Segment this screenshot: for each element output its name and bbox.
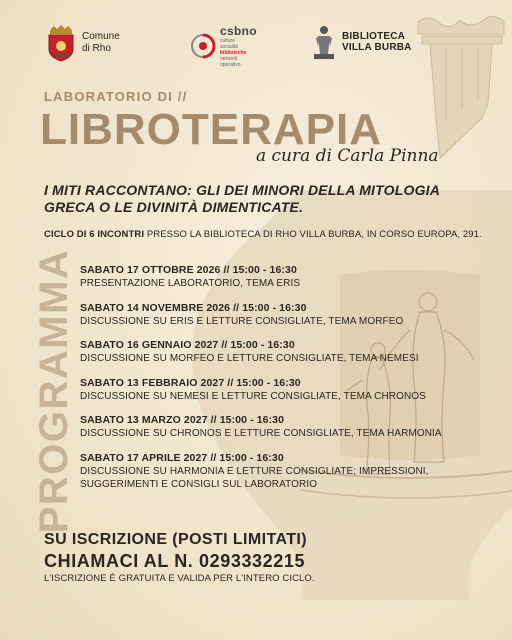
- comune-di-rho-logo: [46, 24, 120, 62]
- comune-label: [82, 31, 120, 55]
- event-desc: PRESENTAZIONE LABORATORIO, TEMA ERIS: [80, 278, 301, 289]
- ionic-column-icon: [418, 16, 504, 158]
- cycle-count: CICLO DI 6 INCONTRI: [44, 229, 145, 240]
- event-item: [80, 452, 500, 491]
- event-date: SABATO 13 MARZO 2027 // 15:00 - 16:30: [80, 414, 285, 426]
- csbno-sub3: biblioteche: [220, 50, 247, 56]
- csbno-text: [220, 24, 257, 68]
- csbno-name: csbno: [220, 24, 257, 38]
- title-prefix: LABORATORIO DI //: [44, 89, 188, 104]
- event-desc: DISCUSSIONE SU NEMESI E LETTURE CONSIGLIATE, TEMA CHRONOS: [80, 390, 426, 402]
- biblioteca-line2: VILLA BURBA: [342, 42, 412, 53]
- subtitle: I MITI RACCONTANO: GLI DEI MINORI DELLA MITOLOGIA GRECA O LE DIVINITÀ DIMENTICATE.: [44, 182, 440, 215]
- phone-number[interactable]: CHIAMACI AL N. 0293332215: [44, 551, 306, 571]
- event-desc: DISCUSSIONE SU CHRONOS E LETTURE CONSIGLIATE, TEMA HARMONIA: [80, 428, 442, 439]
- cycle-location: PRESSO LA BIBLIOTECA DI RHO VILLA BURBA, IN CORSO EUROPA, 291.: [144, 229, 482, 240]
- comune-line2: di Rho: [82, 43, 111, 54]
- event-desc: DISCUSSIONE SU ERIS E LETTURE CONSIGLIATE, TEMA MORFEO: [80, 315, 404, 327]
- rho-crest-icon: [46, 24, 76, 62]
- cycle-info: [44, 229, 504, 240]
- event-item: [80, 377, 500, 403]
- event-item: [80, 339, 500, 365]
- event-date: SABATO 14 NOVEMBRE 2026 // 15:00 - 16:30: [80, 301, 307, 314]
- event-desc: DISCUSSIONE SU MORFEO E LETTURE CONSIGLIATE, TEMA NEMESI: [80, 353, 419, 364]
- event-date: SABATO 13 FEBBRAIO 2027 // 15:00 - 16:30: [80, 376, 301, 389]
- event-list: [80, 264, 500, 502]
- event-item: [80, 414, 500, 440]
- programma-label: [32, 248, 76, 534]
- villa-statue-icon: [312, 24, 336, 60]
- event-date: SABATO 17 OTTOBRE 2026 // 15:00 - 16:30: [80, 264, 297, 276]
- event-item: [80, 264, 500, 290]
- event-item: [80, 302, 500, 328]
- signup-note: L'ISCRIZIONE È GRATUITA E VALIDA PER L'INTERO CICLO.: [44, 573, 315, 584]
- csbno-logo: [190, 24, 257, 68]
- signup-heading: SU ISCRIZIONE (POSTI LIMITATI): [44, 531, 307, 548]
- page-title: LIBROTERAPIA: [40, 105, 382, 154]
- event-date: SABATO 17 APRILE 2027 // 15:00 - 16:30: [80, 451, 284, 464]
- biblioteca-label: [342, 31, 412, 53]
- csbno-swirl-icon: [190, 33, 216, 59]
- curator-line: a cura di Carla Pinna: [256, 146, 439, 166]
- csbno-sub1: culture: [220, 38, 236, 44]
- event-desc: DISCUSSIONE SU HARMONIA E LETTURE CONSIGLIATE; IMPRESSIONI, SUGGERIMENTI E CONSIGLI SUL LABORATORIO: [80, 465, 429, 490]
- event-date: SABATO 16 GENNAIO 2027 // 15:00 - 16:30: [80, 339, 295, 351]
- biblioteca-line1: BIBLIOTECA: [342, 31, 406, 42]
- csbno-sub4: network: [220, 56, 238, 62]
- csbno-sub2: socialità: [220, 44, 239, 50]
- comune-line1: Comune: [82, 31, 120, 42]
- biblioteca-villa-burba-logo: [312, 24, 412, 60]
- csbno-sub5: operativo: [220, 62, 241, 68]
- programma-text: PROGRAMMA: [32, 248, 76, 534]
